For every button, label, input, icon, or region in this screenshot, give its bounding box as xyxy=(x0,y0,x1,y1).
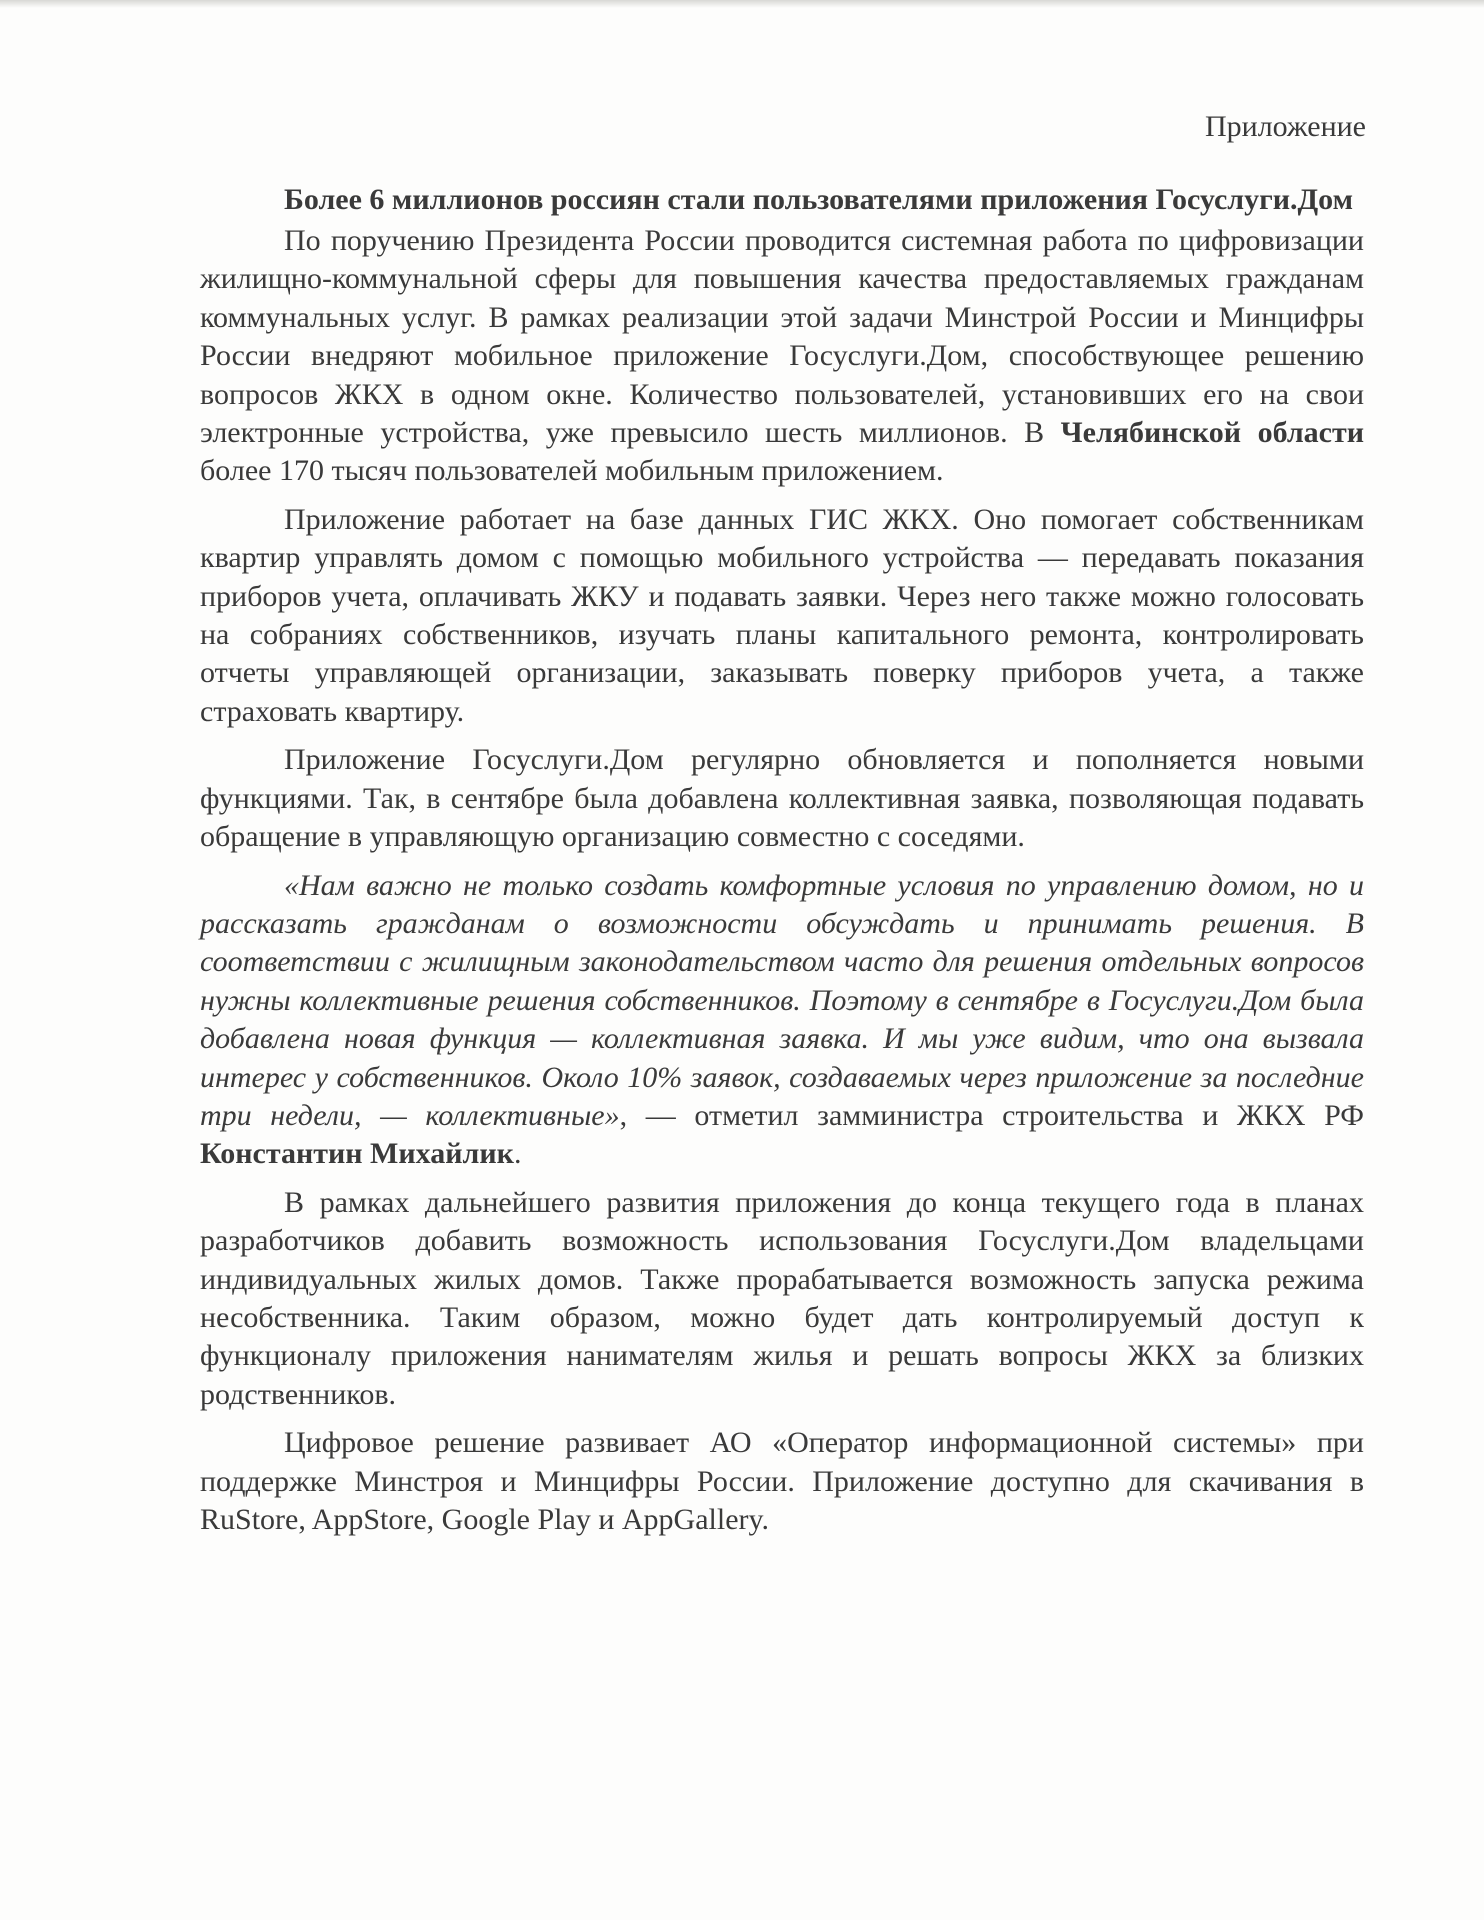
region-name: Челябинской области xyxy=(1060,416,1364,450)
paragraph-2: Приложение работает на базе данных ГИС ЖКХ. Оно помогает собственникам квартир управлять домом с помощью мобильного устройства — передавать показания приборов учета, оплачивать ЖКУ и подавать заявки. Через него также можно голосовать на собраниях собственников, изучать планы капитального ремонта, контролировать отчеты управляющей организации, заказывать поверку приборов учета, а также страховать квартиру. xyxy=(200,502,1364,728)
speaker-name: Константин Михайлик xyxy=(200,1137,514,1171)
paragraph-5: В рамках дальнейшего развития приложения до конца текущего года в планах разработчиков добавить возможность использования Госуслуги.Дом владельцами индивидуальных жилых домов. Также прорабатывается возможность запуска режима несобственника. Таким образом, можно будет дать контролируемый доступ к функционалу приложения нанимателям жилья и решать вопросы ЖКХ за близких родственников. xyxy=(200,1185,1364,1411)
paragraph-3: Приложение Госуслуги.Дом регулярно обновляется и пополняется новыми функциями. Так, в сентябре была добавлена коллективная заявка, позволяющая подавать обращение в управляющую организацию совместно с соседями. xyxy=(200,743,1364,854)
quote-attribution: , — отметил замминистра строительства и ЖКХ РФ xyxy=(619,1098,1364,1132)
paragraph-1-text-a: По поручению Президента России проводится системная работа по цифровизации жилищно-коммунальной сферы для повышения качества предоставляемых гражданам коммунальных услуг. В рамках реализации этой задачи Минстрой России и Минцифры России внедряют мобильное приложение Госуслуги.Дом, способствующее решению вопросов ЖКХ в одном окне. Количество пользователей, установивших его на свои электронные устройства, уже превысило шесть миллионов. В xyxy=(200,224,1364,450)
document-body xyxy=(200,180,1364,1539)
quote-text: «Нам важно не только создать комфортные условия по управлению домом, но и рассказать гражданам о возможности обсуждать и принимать решения. В соответствии с жилищным законодательством часто для решения отдельных вопросов нужны коллективные решения собственников. Поэтому в сентябре в Госуслуги.Дом была добавлена новая функция — коллективная заявка. И мы уже видим, что она вызвала интерес у собственников. Около 10% заявок, создаваемых через приложение за последние три недели, — коллективные» xyxy=(200,868,1364,1132)
quote-end: . xyxy=(513,1137,522,1171)
document-title: Более 6 миллионов россиян стали пользователями приложения Госуслуги.Дом xyxy=(284,183,1354,216)
quote-paragraph xyxy=(200,867,1364,1174)
appendix-label: Приложение xyxy=(1204,110,1366,143)
paragraph-1 xyxy=(200,222,1364,491)
paragraph-1-text-b: более 170 тысяч пользователей мобильным приложением. xyxy=(200,454,944,488)
paragraph-6: Цифровое решение развивает АО «Оператор информационной системы» при поддержке Минстроя и Минцифры России. Приложение доступно для скачивания в RuStore, AppStore, Google Play и AppGallery. xyxy=(200,1426,1364,1536)
